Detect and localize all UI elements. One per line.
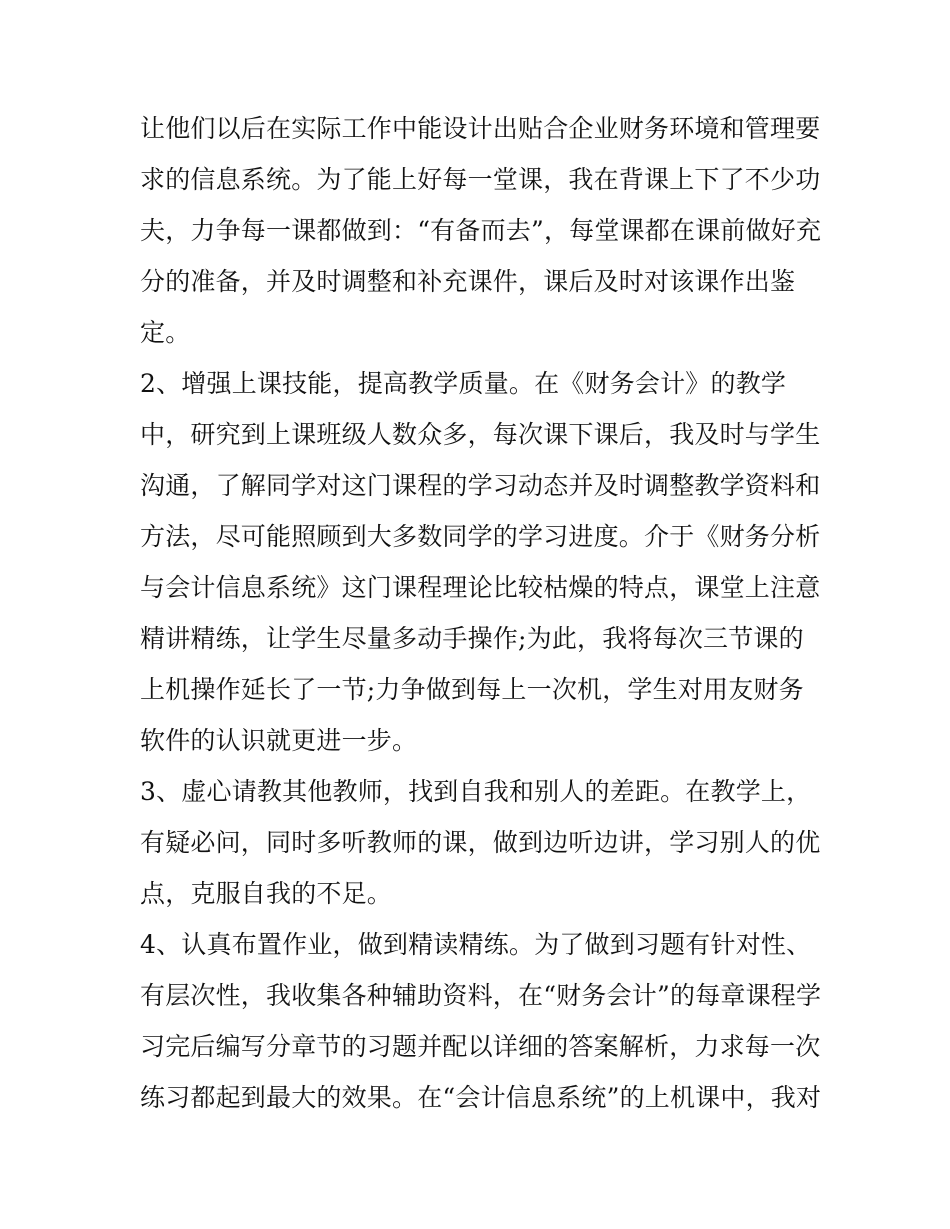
text-line: 有层次性，我收集各种辅助资料，在“财务会计”的每章课程学 [140,981,822,1010]
text-line: 定。 [140,318,191,347]
text-line: 习完后编写分章节的习题并配以详细的答案解析，力求每一次 [140,1032,821,1061]
text-line: 2、增强上课技能，提高教学质量。在《财务会计》的教学 [140,369,787,398]
text-line: 3、虚心请教其他教师，找到自我和别人的差距。在教学上， [140,777,812,806]
document-body [140,103,830,1123]
text-line: 方法，尽可能照顾到大多数同学的学习进度。介于《财务分析 [140,522,821,551]
text-line: 点，克服自我的不足。 [140,879,393,908]
text-line: 精讲精练，让学生尽量多动手操作;为此，我将每次三节课的 [140,624,804,653]
text-line: 让他们以后在实际工作中能设计出贴合企业财务环境和管理要 [140,114,821,143]
text-line: 练习都起到最大的效果。在“会计信息系统”的上机课中，我对 [140,1083,822,1112]
text-line: 求的信息系统。为了能上好每一堂课，我在背课上下了不少功 [140,165,821,194]
text-line: 软件的认识就更进一步。 [140,726,418,755]
text-line: 有疑必问，同时多听教师的课，做到边听边讲，学习别人的优 [140,828,821,857]
text-line: 与会计信息系统》这门课程理论比较枯燥的特点，课堂上注意 [140,573,821,602]
text-line: 4、认真布置作业，做到精读精练。为了做到习题有针对性、 [140,930,812,959]
text-line: 夫，力争每一课都做到：“有备而去”，每堂课都在课前做好充 [140,216,822,245]
text-line: 中，研究到上课班级人数众多，每次课下课后，我及时与学生 [140,420,821,449]
text-line: 沟通，了解同学对这门课程的学习动态并及时调整教学资料和 [140,471,821,500]
text-line: 上机操作延长了一节;力争做到每上一次机，学生对用友财务 [140,675,804,704]
text-line: 分的准备，并及时调整和补充课件，课后及时对该课作出鉴 [140,267,796,296]
